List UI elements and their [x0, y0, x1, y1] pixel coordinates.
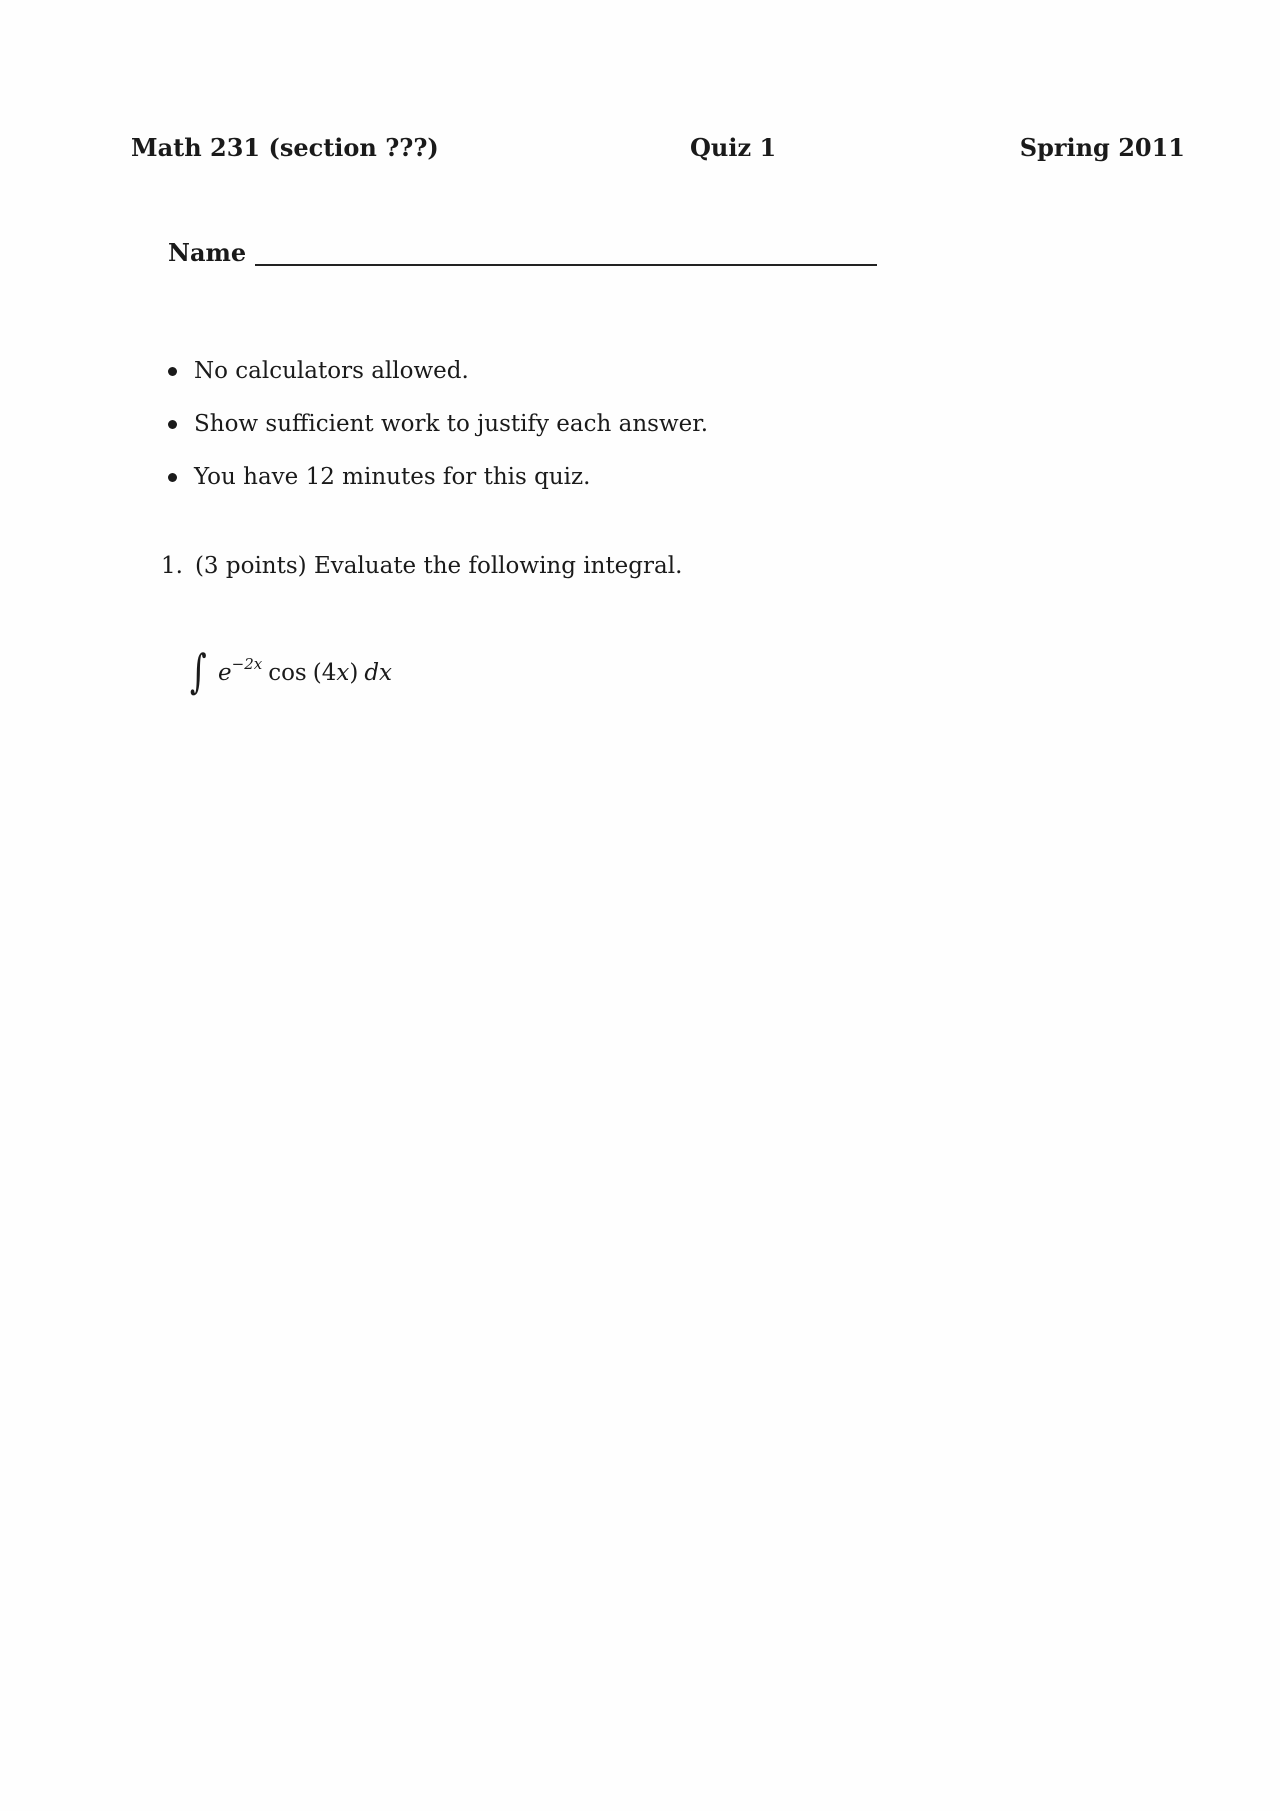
instruction-text: You have 12 minutes for this quiz.: [194, 464, 591, 490]
term-header: Spring 2011: [1019, 133, 1185, 162]
instruction-text: Show sufficient work to justify each answer.: [194, 411, 709, 437]
instruction-item: [168, 411, 708, 437]
cos-function: cos: [268, 660, 307, 686]
integral-sign: ∫: [190, 644, 207, 698]
arg-open: (4: [312, 660, 337, 686]
quiz-title: Quiz 1: [690, 133, 777, 162]
name-label: Name: [168, 238, 247, 267]
problem-number: 1.: [161, 553, 183, 579]
arg-variable: x: [336, 660, 350, 686]
name-field: [168, 238, 877, 267]
exponent: −2x: [231, 655, 263, 673]
bullet-icon: [168, 473, 177, 482]
problem-text: (3 points) Evaluate the following integral.: [194, 553, 683, 579]
problem-1: [161, 553, 682, 579]
name-blank-line[interactable]: [255, 264, 877, 266]
arg-close: ): [349, 660, 359, 686]
instruction-text: No calculators allowed.: [194, 358, 469, 384]
bullet-icon: [168, 420, 177, 429]
course-header: Math 231 (section ???): [131, 133, 439, 162]
exp-base: e: [218, 660, 232, 686]
integrand: [218, 655, 393, 686]
instruction-item: [168, 464, 708, 490]
bullet-icon: [168, 367, 177, 376]
differential: dx: [364, 660, 393, 686]
instruction-item: [168, 358, 708, 384]
instructions-list: [168, 358, 708, 517]
